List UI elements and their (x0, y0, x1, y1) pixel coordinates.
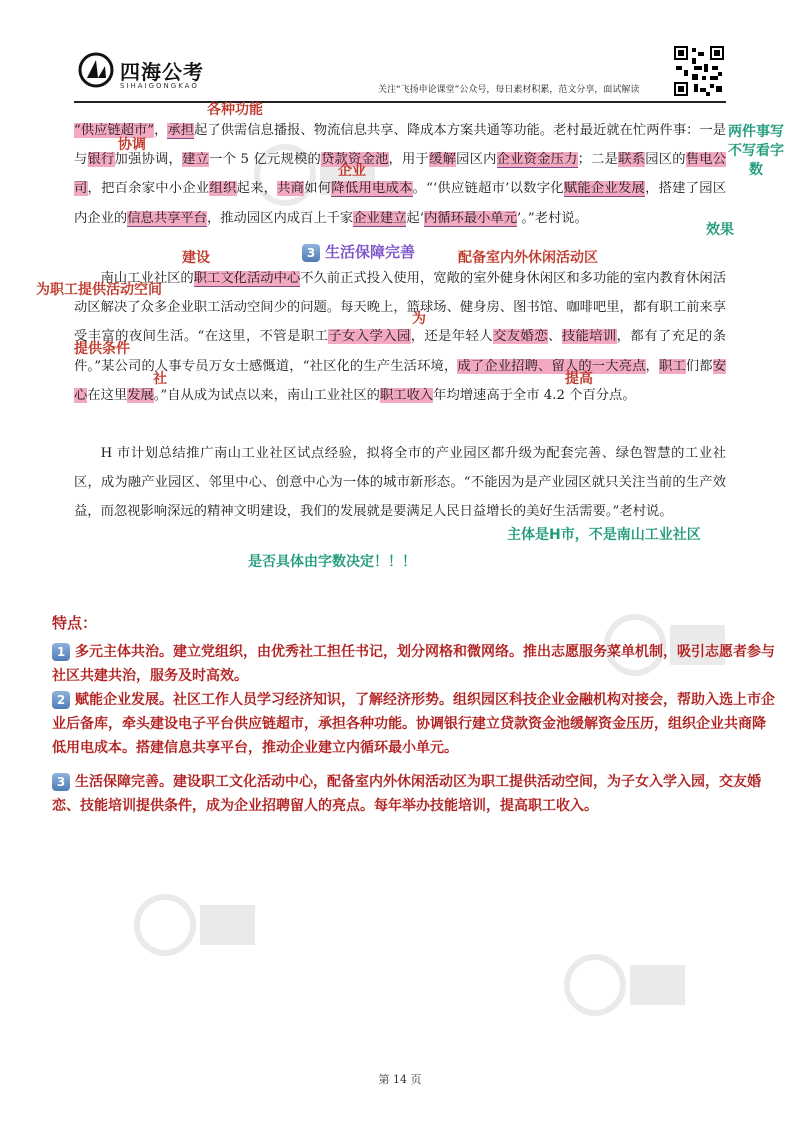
highlight: 承担 (167, 123, 195, 138)
header-note: 关注“飞扬申论课堂”公众号，每日素材积累，范文分享，面试解读 (378, 85, 640, 95)
highlight: 安心 (74, 358, 727, 403)
annotation: 为职工提供活动空间 (36, 282, 162, 298)
brand-logo-icon (78, 52, 114, 88)
highlight: 联系 (618, 152, 646, 168)
highlight: 成了企业招聘、留人的一大亮点 (457, 358, 646, 374)
brand-name: 四海公考 (120, 60, 204, 84)
highlight: 缓解 (429, 152, 457, 168)
paragraph-supply-chain: “供应链超市”，承担起了供需信息播报、物流信息共享、降成本方案共通等功能。老村最近就在忙两件事：一是与银行加强协调，建立一个 5 亿元规模的贷款资金池，用于缓解园区内企业资金压力；二是联系园区的售电公司，把百余家中小企业组织起来，共商如何降低用电成本。“‘供应链超市’以数字化赋能企业发展，搭建了园区内企业的信息共享平台，推动园区内成百上千家企业建立起‘内循环最小单元’。”老村说。 (74, 123, 727, 226)
annotation: 提高 (565, 371, 593, 387)
highlight: 内循环最小单元 (423, 210, 518, 226)
highlight: 职工文化活动中心 (193, 271, 301, 286)
highlight: “供应链超市” (74, 123, 155, 138)
annotation: 主体是H市，不是南山工业社区 (507, 527, 701, 543)
paragraph-city-plan: H 市计划总结推广南山工业社区试点经验，拟将全市的产业园区都升级为配套完善、绿色智慧的工业社区，成为融产业园区、邻里中心、创意中心为一体的城市新形态。“不能因为是产业园区就只关注当前的生产效益，而忽视影响深远的精神文明建设，我们的发展就是要满足人民日益增长的美好生活需要。”老村说。 (74, 446, 726, 520)
section-heading (302, 241, 415, 262)
annotation: 协调 (118, 137, 146, 153)
item-number-badge: 1 (52, 643, 70, 661)
highlight: 子女入学入园 (328, 329, 411, 345)
paragraph-life-support: 南山工业社区的职工文化活动中心不久前正式投入使用，宽敞的室外健身休闲区和多功能的室内教育休闲活动区解决了众多企业职工活动空间少的问题。每天晚上，篮球场、健身房、图书馆、咖啡吧里，都有职工前来享受丰富的夜间生活。“在这里，不管是职工子女入学入园，还是年轻人交友婚恋、技能培训，都有了充足的条件。”某公司的人事专员万女士感慨道，“社区化的生产生活环境，成了企业招聘、留人的一大亮点，职工们都安心在这里发展。”自从成为试点以来，南山工业社区的职工收入年均增速高于全市 4.2 个百分点。 (74, 271, 727, 403)
watermark-logo (130, 880, 260, 970)
brand-subtitle: SIHAIGONGKAO (120, 82, 199, 90)
annotation: 是否具体由字数决定！！！ (248, 554, 416, 570)
highlight: 发展 (127, 387, 154, 403)
annotation: 建设 (182, 250, 210, 266)
annotation: 提供条件 (74, 341, 130, 357)
qr-code-icon (674, 46, 724, 96)
watermark-logo (560, 940, 690, 1030)
annotation: 效果 (706, 222, 734, 238)
summary-item: 3 生活保障完善。建设职工文化活动中心，配备室内外休闲活动区为职工提供活动空间，为子女入学入园，交友婚恋、技能培训提供条件，成为企业招聘留人的亮点。每年举办技能培训，提高职工收入。 (52, 774, 761, 814)
item-number-badge: 3 (52, 773, 70, 791)
highlight: 企业建立 (353, 210, 407, 226)
header-divider (74, 101, 726, 103)
highlight: 组织 (209, 181, 237, 197)
highlight: 技能培训 (561, 329, 617, 345)
section-title: 生活保障完善 (325, 243, 416, 261)
highlight: 共商 (277, 181, 305, 197)
highlight: 建立 (182, 152, 210, 168)
summary-title: 特点： (52, 614, 98, 632)
highlight: 企业资金压力 (496, 152, 578, 168)
item-number-badge: 2 (52, 691, 70, 709)
highlight: 售电公司 (74, 152, 727, 197)
highlight: 贷款资金池 (320, 152, 389, 168)
section-number-badge: 3 (302, 244, 320, 262)
highlight: 银行 (87, 152, 115, 168)
summary-item: 1 多元主体共治。建立党组织，由优秀社工担任书记，划分网格和微网络。推出志愿服务菜单机制，吸引志愿者参与社区共建共治，服务及时高效。 (52, 644, 775, 684)
highlight: 降低用电成本 (331, 181, 413, 197)
highlight: 赋能企业发展 (563, 181, 646, 197)
summary-item: 2 赋能企业发展。社区工作人员学习经济知识，了解经济形势。组织园区科技企业金融机构对接会，帮助入选上市企业后备库，牵头建设电子平台供应链超市，承担各种功能。协调银行建立贷款资金池缓解资金压历，组织企业共商降低用电成本。搭建信息共享平台，推动企业建立内循环最小单元。 (52, 692, 775, 756)
annotation: 企业 (338, 163, 366, 179)
annotation: 社 (153, 371, 167, 387)
highlight: 交友婚恋 (493, 329, 548, 345)
annotation: 两件事写不写看字数 (728, 124, 784, 178)
highlight: 职工 (658, 358, 686, 374)
page-number: 第 14 页 (378, 1073, 422, 1086)
annotation: 为 (412, 311, 426, 327)
highlight: 职工收入 (379, 387, 434, 403)
annotation: 各种功能 (207, 102, 263, 118)
highlight: 信息共享平台 (127, 210, 207, 226)
annotation: 配备室内外休闲活动区 (458, 250, 598, 266)
